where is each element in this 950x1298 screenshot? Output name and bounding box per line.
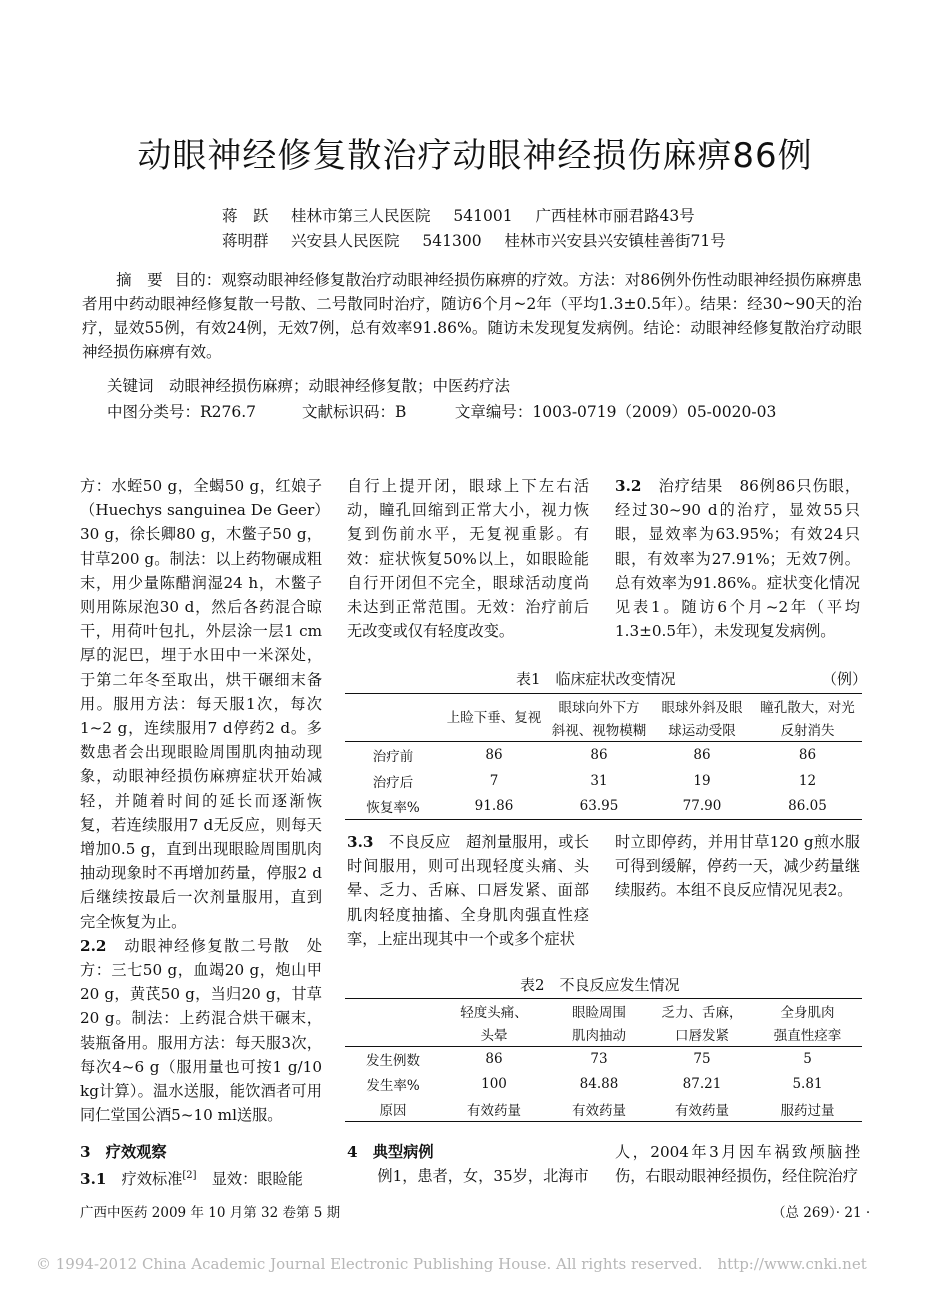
table1 — [345, 693, 862, 820]
reference-mark: [2] — [182, 1170, 197, 1182]
column-1-bottom — [80, 1140, 322, 1191]
table-cell: 发生率% — [366, 1078, 420, 1094]
section-3-3-right — [615, 830, 860, 903]
table-cell: 5.81 — [792, 1076, 823, 1092]
paragraph: 不良反应 超剂量服用，或长时间服用，则可出现轻度头痛、头晕、乏力、舌麻、口唇发紧、面部肌肉轻度抽搐、全身肌肉强直性痉挛，上症出现其中一个或多个症状 — [347, 833, 590, 948]
table-cell: 原因 — [345, 1097, 441, 1122]
table-header: 反射消失 — [753, 718, 862, 742]
table-header: 眼球向外下方 — [547, 694, 651, 718]
paragraph: 时立即停药，并用甘草120 g煎水服可得到缓解，停药一天，减少药量继续服药。本组不良反应情况见表2。 — [615, 833, 860, 900]
author-line-1 — [222, 204, 695, 226]
journal-footer: 广西中医药 2009 年 10 月第 32 卷第 5 期 — [80, 1205, 341, 1221]
table-cell: 86 — [798, 746, 817, 763]
table-cell: 75 — [693, 1051, 711, 1068]
table-cell: 84.88 — [579, 1076, 619, 1092]
author-postcode: 541001 — [453, 207, 513, 225]
paragraph: 方：水蛭50 g，全蝎50 g，红娘子（Huechys sanguinea De Geer）30 g，徐长卿80 g，木鳖子50 g，甘草200 g。制法：以上药物碾成粗末，用少量陈醋润湿24 h，木鳖子则用陈尿泡30 d，然后各药混合晾干，用荷叶包扎，外层涂一层1 cm厚的泥巴，埋于水田中一米深处，于第二年冬至取出，烘干碾细末备用。服用方法：每天服1次，每次1~2 g，连续服用7 d停药2 d。多数患者会出现眼睑周围肌肉抽动现象，动眼神经损伤麻痹症状开始减轻，并随着时间的延长而逐渐恢复，若连续服用7 d无反应，则每天增加0.5 g，直到出现眼睑周围肌肉抽动现象时不再增加药量，停服2 d后继续按最后一次剂量服用，直到完全恢复为止。 — [80, 477, 322, 931]
table-header — [345, 999, 441, 1023]
table-header: 乏力、舌麻， — [651, 999, 753, 1023]
author-address: 桂林市兴安县兴安镇桂善街71号 — [504, 232, 726, 250]
table1-unit: （例） — [822, 670, 868, 688]
author-affiliation: 桂林市第三人民医院 — [290, 207, 431, 225]
section-heading: 4 典型病例 — [347, 1143, 434, 1161]
paragraph: 自行上提开闭，眼球上下左右活动，瞳孔回缩到正常大小，视力恢复到伤前水平，无复视重影。有效：症状恢复50%以上，如眼睑能自行开闭但不完全，眼球活动度尚未达到正常范围。无效：治疗前后无改变或仅有轻度改变。 — [347, 477, 589, 641]
table-header: 肌肉抽动 — [547, 1023, 651, 1047]
table-header: 斜视、视物模糊 — [547, 718, 651, 742]
table-cell: 86 — [693, 746, 711, 763]
table-cell: 发生例数 — [366, 1053, 420, 1070]
table2-caption: 表2 不良反应发生情况 — [520, 976, 680, 994]
table-cell: 服药过量 — [753, 1097, 862, 1122]
abstract-label: 摘 要 — [116, 271, 163, 289]
table-cell: 治疗前 — [372, 748, 414, 765]
section-4-left — [347, 1140, 589, 1188]
subsection-title: 疗效标准 — [121, 1170, 183, 1189]
section-number: 3.2 — [615, 477, 642, 495]
author-postcode: 541300 — [422, 232, 482, 250]
table-header: 球运动受限 — [651, 718, 753, 742]
author-name: 蒋 跃 — [222, 207, 269, 225]
author-affiliation: 兴安县人民医院 — [290, 232, 400, 250]
section-heading: 3 疗效观察 — [80, 1143, 167, 1161]
table-header — [345, 1023, 441, 1047]
table-header: 全身肌肉 — [753, 999, 862, 1023]
table-cell: 100 — [481, 1076, 507, 1092]
section-number: 2.2 — [80, 936, 107, 955]
column-3 — [615, 474, 860, 643]
abstract — [82, 268, 862, 364]
document-code: 文献标识码：B — [301, 403, 407, 421]
table-header: 口唇发紧 — [651, 1023, 753, 1047]
abstract-text: 目的：观察动眼神经修复散治疗动眼神经损伤麻痹的疗效。方法：对86例外伤性动眼神经损伤麻痹患者用中药动眼神经修复散一号散、二号散同时治疗，随访6个月~2年（平均1.3±0.5年）。结果：经30~90天的治疗，显效55例，有效24例，无效7例，总有效率91.86%。随访未发现复发病例。结论：动眼神经修复散治疗动眼神经损伤麻痹有效。 — [82, 271, 862, 361]
table-cell: 91.86 — [441, 794, 547, 820]
table-cell: 63.95 — [547, 794, 651, 820]
table-header — [345, 694, 441, 718]
table-cell: 有效药量 — [651, 1097, 753, 1122]
table-cell: 19 — [693, 772, 711, 789]
table-cell: 73 — [590, 1051, 608, 1068]
section-number: 3.3 — [347, 833, 374, 851]
table-cell: 86.05 — [753, 794, 862, 820]
table1-caption: 表1 临床症状改变情况 — [516, 670, 676, 688]
table2 — [345, 998, 862, 1122]
clc-number: 中图分类号：R276.7 — [107, 403, 257, 421]
keywords: 关键词 动眼神经损伤麻痹；动眼神经修复散；中医药疗法 — [107, 377, 511, 395]
table-header: 轻度头痛、 — [441, 999, 547, 1023]
column-2 — [347, 474, 589, 643]
table-cell: 31 — [590, 772, 608, 789]
classification-line — [107, 400, 776, 422]
author-address: 广西桂林市丽君路43号 — [535, 207, 695, 225]
table-header: 眼球外斜及眼 — [651, 694, 753, 718]
author-line-2 — [222, 229, 726, 251]
article-number: 文章编号：1003-0719（2009）05-0020-03 — [454, 403, 777, 421]
table-cell: 恢复率% — [345, 794, 441, 820]
table-header: 眼睑周围 — [547, 999, 651, 1023]
column-1 — [80, 474, 322, 1127]
table-cell: 86 — [590, 746, 608, 763]
table-header: 强直性痉挛 — [753, 1023, 862, 1047]
paragraph: 人，2004年3月因车祸致颅脑挫伤，右眼动眼神经损伤，经住院治疗 — [615, 1143, 860, 1186]
table-cell: 有效药量 — [547, 1097, 651, 1122]
table-cell: 治疗后 — [372, 774, 414, 791]
section-4-right — [615, 1140, 860, 1188]
copyright-notice: © 1994-2012 China Academic Journal Electronic Publishing House. All rights reserved. http://www.cnki.net — [36, 1255, 867, 1273]
table-cell: 7 — [489, 772, 499, 789]
paragraph: 动眼神经修复散二号散 处方：三七50 g，血竭20 g，炮山甲20 g，黄芪50 g，当归20 g，甘草20 g。制法：上药混合烘干碾末，装瓶备用。服用方法：每天服3次，每次4~6 g（服用量也可按1 g/10 kg计算）。温水送服，能饮酒者可用同仁堂国公酒5~10 ml送服。 — [80, 936, 323, 1125]
table-cell: 86 — [485, 1051, 503, 1068]
author-name: 蒋明群 — [222, 232, 269, 250]
table-header — [345, 718, 441, 742]
section-3-3-left — [347, 830, 589, 951]
table-cell: 有效药量 — [441, 1097, 547, 1122]
table-cell: 87.21 — [682, 1076, 722, 1092]
paragraph: 例1，患者，女，35岁，北海市 — [377, 1167, 589, 1186]
article-title: 动眼神经修复散治疗动眼神经损伤麻痹86例 — [137, 136, 813, 176]
table-cell: 12 — [798, 772, 817, 789]
paragraph: 显效：眼睑能 — [196, 1170, 303, 1189]
section-number: 3.1 — [80, 1170, 107, 1189]
table-cell: 5 — [803, 1051, 812, 1068]
table-header: 头晕 — [441, 1023, 547, 1047]
page-number: （总 269）· 21 · — [772, 1205, 871, 1221]
table-header: 瞳孔散大，对光 — [753, 694, 862, 718]
paragraph: 治疗结果 86例86只伤眼，经过30~90 d的治疗，显效55只眼，显效率为63.95%；有效24只眼，有效率为27.91%；无效7例。总有效率为91.86%。症状变化情况见表1。随访6个月~2年（平均1.3±0.5年），未发现复发病例。 — [615, 477, 861, 641]
table-header: 上睑下垂、复视 — [441, 706, 547, 730]
table-cell: 86 — [485, 746, 503, 763]
table-cell: 77.90 — [651, 794, 753, 820]
